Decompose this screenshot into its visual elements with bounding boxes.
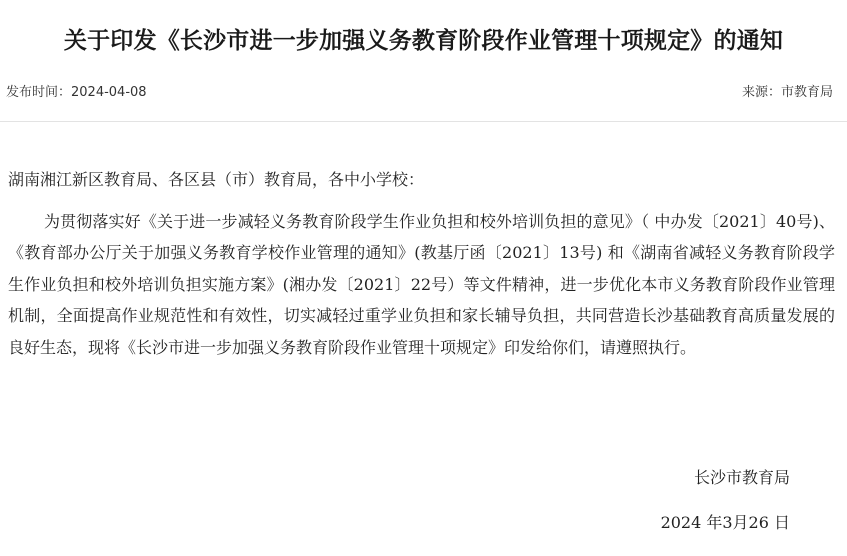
header-divider bbox=[0, 121, 847, 122]
publish-time: 发布时间：2024-04-08 bbox=[6, 85, 147, 100]
signature-organization: 长沙市教育局 bbox=[693, 468, 790, 487]
signature-date: 2024 年3月26 日 bbox=[660, 513, 790, 532]
source-label: 来源：市教育局 bbox=[741, 85, 833, 100]
page-title: 关于印发《长沙市进一步加强义务教育阶段作业管理十项规定》的通知 bbox=[63, 28, 784, 54]
body-paragraph: 为贯彻落实好《关于进一步减轻义务教育阶段学生作业负担和校外培训负担的意见》（ 中办发〔2021〕40号)、《教育部办公厅关于加强义务教育学校作业管理的通知》(教基厅函〔2021〕13号) 和《湖南省减轻义务教育阶段学生作业负担和校外培训负担实施方案》(湘办发〔2021〕22号）等文件精神，进一步优化本市义务教育阶段作业管理机制，全面提高作业规范性和有效性，切实减轻过重学业负担和家长辅导负担，共同营造长沙基础教育高质量发展的良好生态，现将《长沙市进一步加强义务教育阶段作业管理十项规定》印发给你们，请遵照执行。 bbox=[8, 211, 835, 357]
article-body bbox=[8, 164, 835, 363]
salutation: 湖南湘江新区教育局、各区县（市）教育局，各中小学校： bbox=[8, 170, 425, 189]
